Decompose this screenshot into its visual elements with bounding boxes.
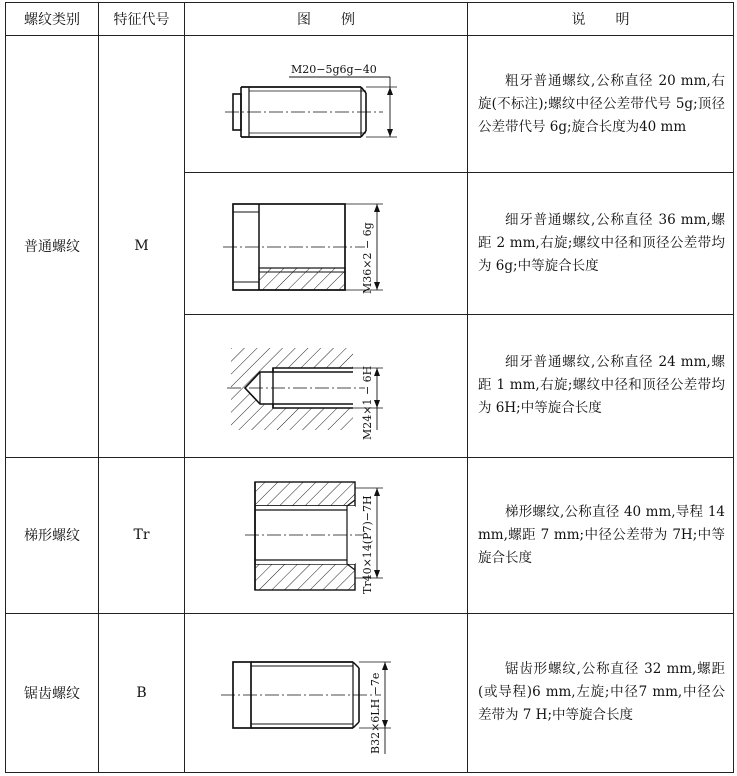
category-cell: 普通螺纹: [6, 36, 99, 458]
description-text: 锯齿形螺纹,公称直径 32 mm,螺距(或导程)6 mm,左旋;中径7 mm,中径公差带为 7 H;中等旋合长度: [478, 661, 725, 724]
description-cell: [468, 173, 734, 315]
description-cell: [468, 457, 734, 613]
thread-designation-table: [5, 2, 734, 773]
external-thread-drawing: [185, 39, 459, 169]
buttress-thread-drawing: [185, 618, 459, 768]
figure-cell: [185, 315, 468, 457]
code-cell: Tr: [99, 457, 185, 613]
description-cell: [468, 315, 734, 457]
figure-cell: [185, 36, 468, 173]
category-cell: 梯形螺纹: [6, 457, 99, 613]
description-text: 细牙普通螺纹,公称直径 24 mm,螺距 1 mm,右旋;螺纹中径和顶径公差带均为 6H;中等旋合长度: [478, 354, 725, 417]
code-cell: B: [99, 613, 185, 772]
description-text: 粗牙普通螺纹,公称直径 20 mm,右旋(不标注);螺纹中径公差带代号 5g;顶径公差带代号 6g;旋合长度为40 mm: [478, 72, 725, 135]
description-cell: [468, 613, 734, 772]
thread-label: M24×1 − 6H: [361, 366, 374, 441]
trapezoidal-thread-drawing: [185, 460, 459, 610]
description-cell: [468, 36, 734, 173]
header-category: 螺纹类别: [6, 3, 99, 36]
figure-cell: [185, 173, 468, 315]
header-code: 特征代号: [99, 3, 185, 36]
internal-thread-drawing: [185, 318, 459, 453]
category-cell: 锯齿螺纹: [6, 613, 99, 772]
table-row: [6, 36, 734, 173]
table-row: [6, 457, 734, 613]
thread-label: M36×2 − 6g: [361, 222, 374, 295]
figure-cell: [185, 613, 468, 772]
header-row: [6, 3, 734, 36]
thread-label: Tr40×14(P7)−7H: [361, 495, 374, 595]
code-cell: M: [99, 36, 185, 458]
thread-label: M20−5g6g−40: [291, 63, 377, 77]
description-text: 梯形螺纹,公称直径 40 mm,导程 14 mm,螺距 7 mm;中径公差带为 7H;中等旋合长度: [478, 503, 725, 566]
header-description: 说明: [468, 3, 734, 36]
description-text: 细牙普通螺纹,公称直径 36 mm,螺距 2 mm,右旋;螺纹中径和顶径公差带均为 6g;中等旋合长度: [478, 212, 725, 275]
fine-external-thread-drawing: [185, 176, 459, 311]
figure-cell: [185, 457, 468, 613]
thread-label: B32×6LH −7e: [369, 672, 382, 754]
table-row: [6, 613, 734, 772]
header-figure: 图例: [185, 3, 468, 36]
